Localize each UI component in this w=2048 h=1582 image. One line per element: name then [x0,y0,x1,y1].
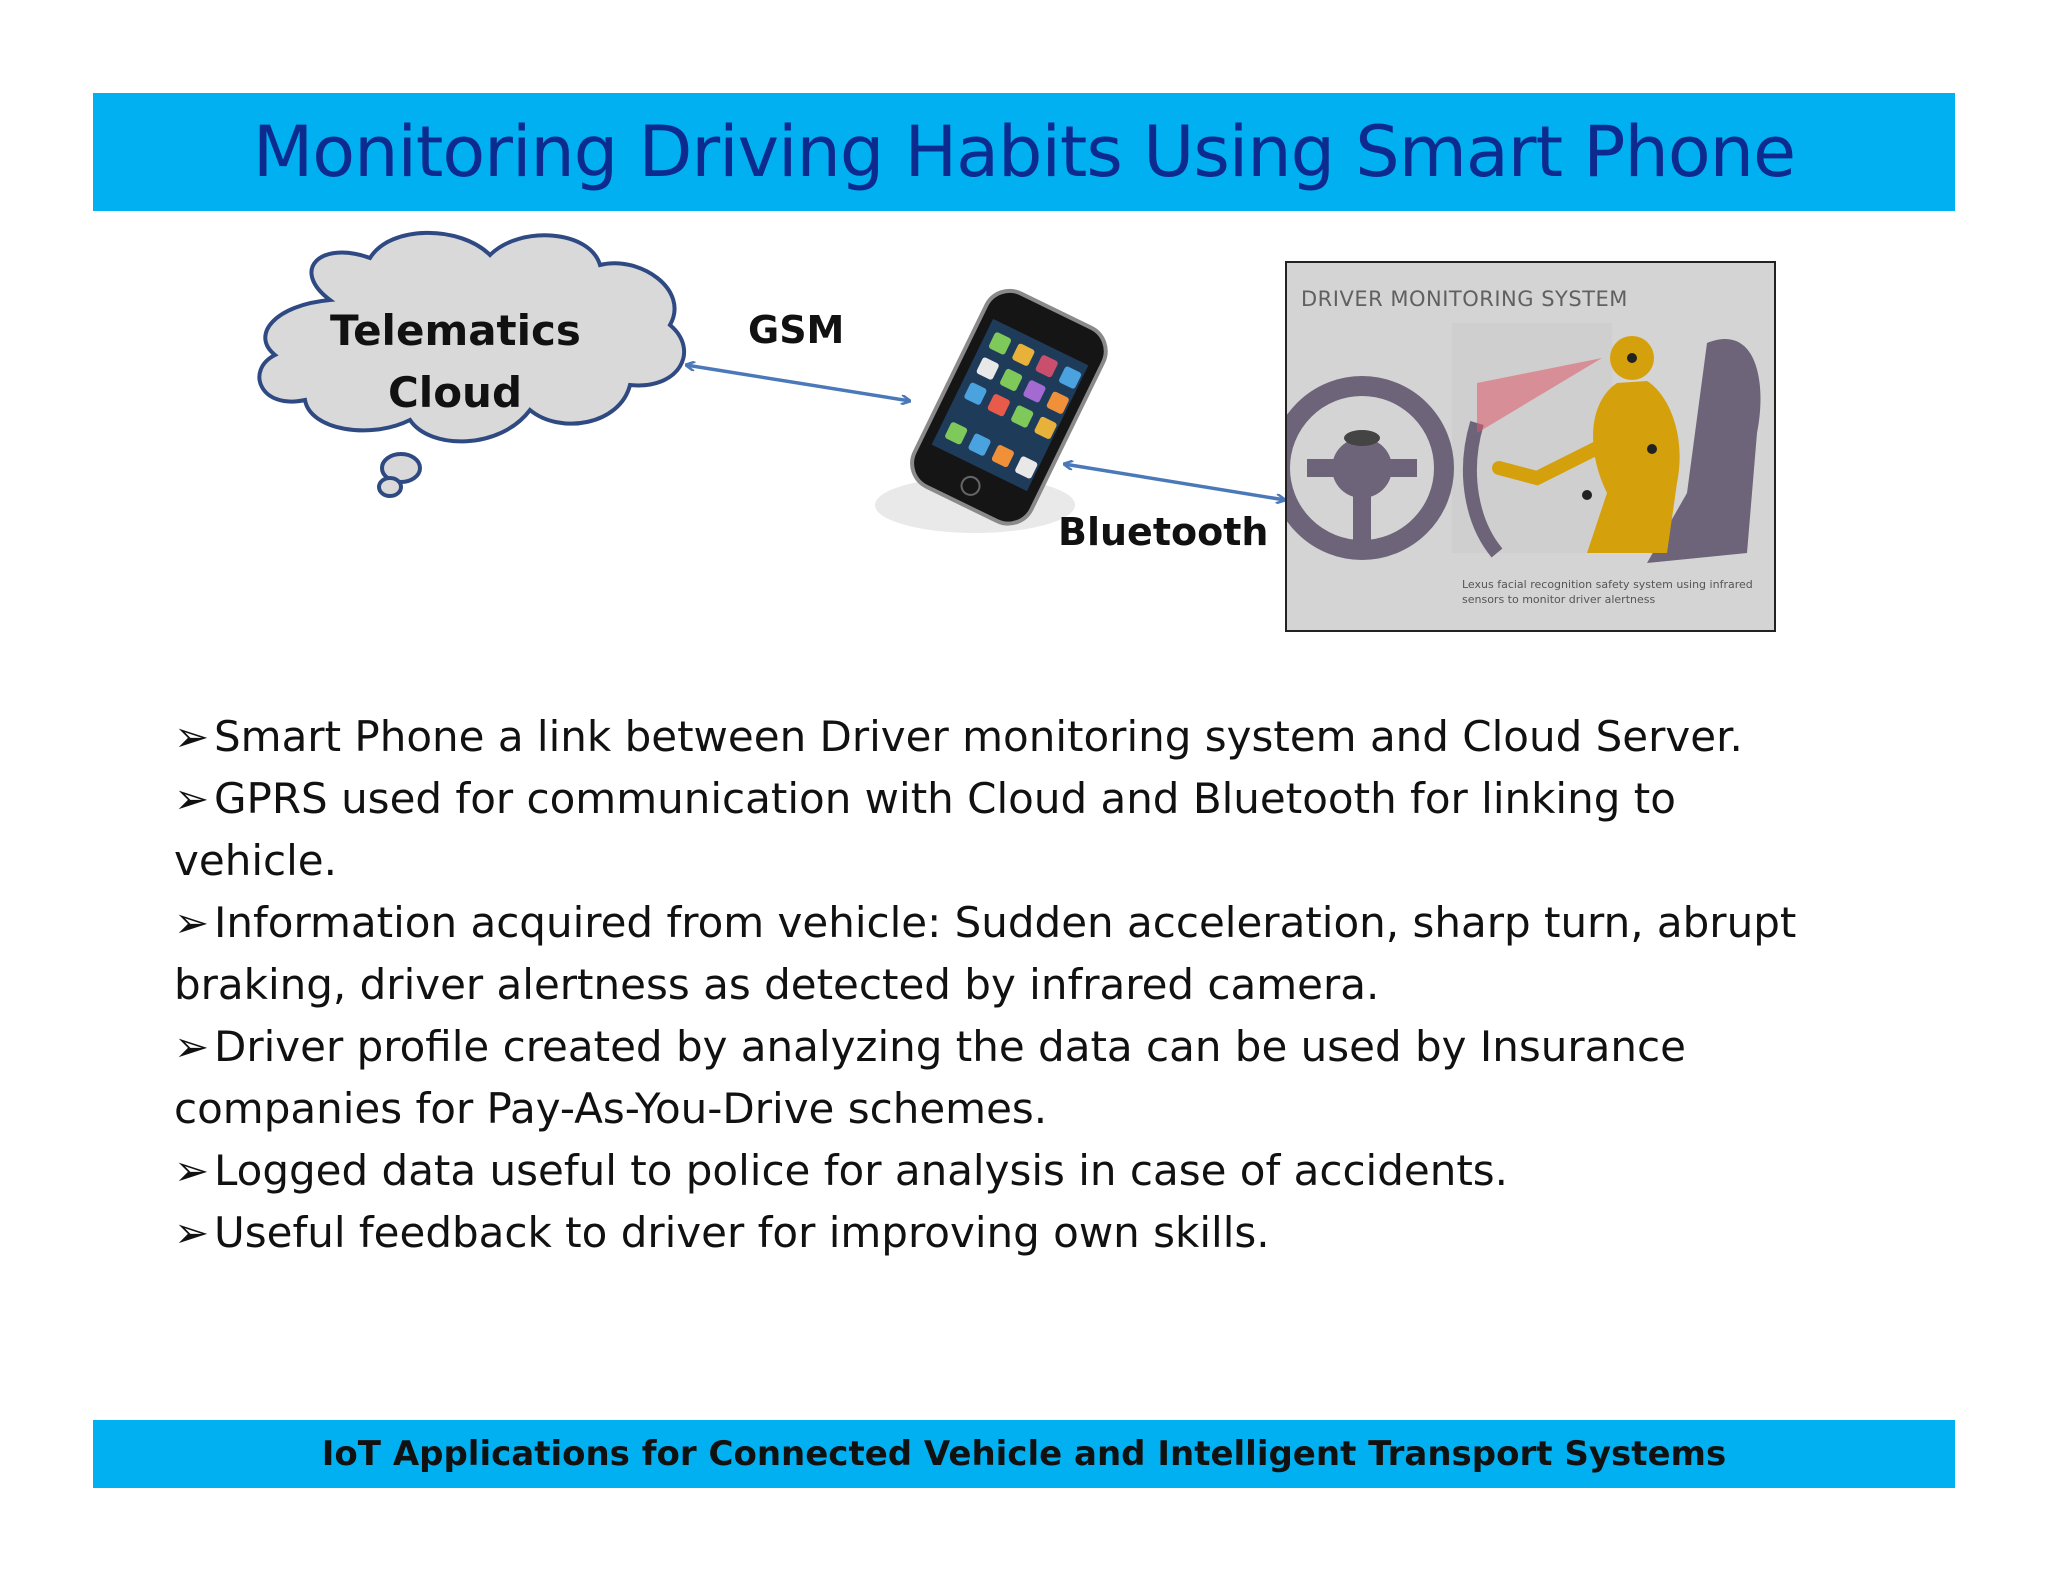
slide-title: Monitoring Driving Habits Using Smart Phone [252,111,1796,193]
bullet-item [174,892,1814,1016]
arrow-bullet-icon: ➢ [174,898,210,947]
bluetooth-label: Bluetooth [1058,510,1269,554]
gsm-link-arrow [686,365,910,401]
architecture-diagram [0,0,2048,680]
smartphone-image [875,282,1114,533]
arrow-bullet-icon: ➢ [174,1146,210,1195]
bullet-text: Smart Phone a link between Driver monitoring system and Cloud Server. [214,712,1743,761]
cloud-label-line1: Telematics [330,306,581,355]
gsm-label: GSM [748,308,845,352]
driver-monitoring-image [1285,261,1776,632]
bullet-text: Driver profile created by analyzing the data can be used by Insurance companies for Pay-As-You-Drive schemes. [174,1022,1686,1133]
bullet-item [174,1140,1814,1202]
footer-text: IoT Applications for Connected Vehicle and Intelligent Transport Systems [321,1434,1727,1474]
bluetooth-link-arrow [1064,464,1285,500]
cloud-label-line2: Cloud [387,368,523,417]
bullet-list [174,706,1814,1264]
bullet-text: Logged data useful to police for analysis in case of accidents. [214,1146,1509,1195]
dms-title: DRIVER MONITORING SYSTEM [1301,287,1628,311]
bullet-text: GPRS used for communication with Cloud and Bluetooth for linking to vehicle. [174,774,1676,885]
cloud-label [330,300,580,424]
bullet-item [174,706,1814,768]
bullet-text: Useful feedback to driver for improving own skills. [214,1208,1270,1257]
bullet-item [174,768,1814,892]
footer-bar [93,1420,1955,1488]
arrow-bullet-icon: ➢ [174,1208,210,1257]
arrow-bullet-icon: ➢ [174,774,210,823]
driver-monitoring-illustration [1287,263,1774,630]
arrow-bullet-icon: ➢ [174,1022,210,1071]
bullet-text: Information acquired from vehicle: Sudden acceleration, sharp turn, abrupt braking, driver alertness as detected by infrared camera. [174,898,1797,1009]
arrow-bullet-icon: ➢ [174,712,210,761]
bullet-item [174,1016,1814,1140]
bullet-item [174,1202,1814,1264]
dms-caption: Lexus facial recognition safety system using infrared sensors to monitor driver alertness [1462,578,1753,606]
